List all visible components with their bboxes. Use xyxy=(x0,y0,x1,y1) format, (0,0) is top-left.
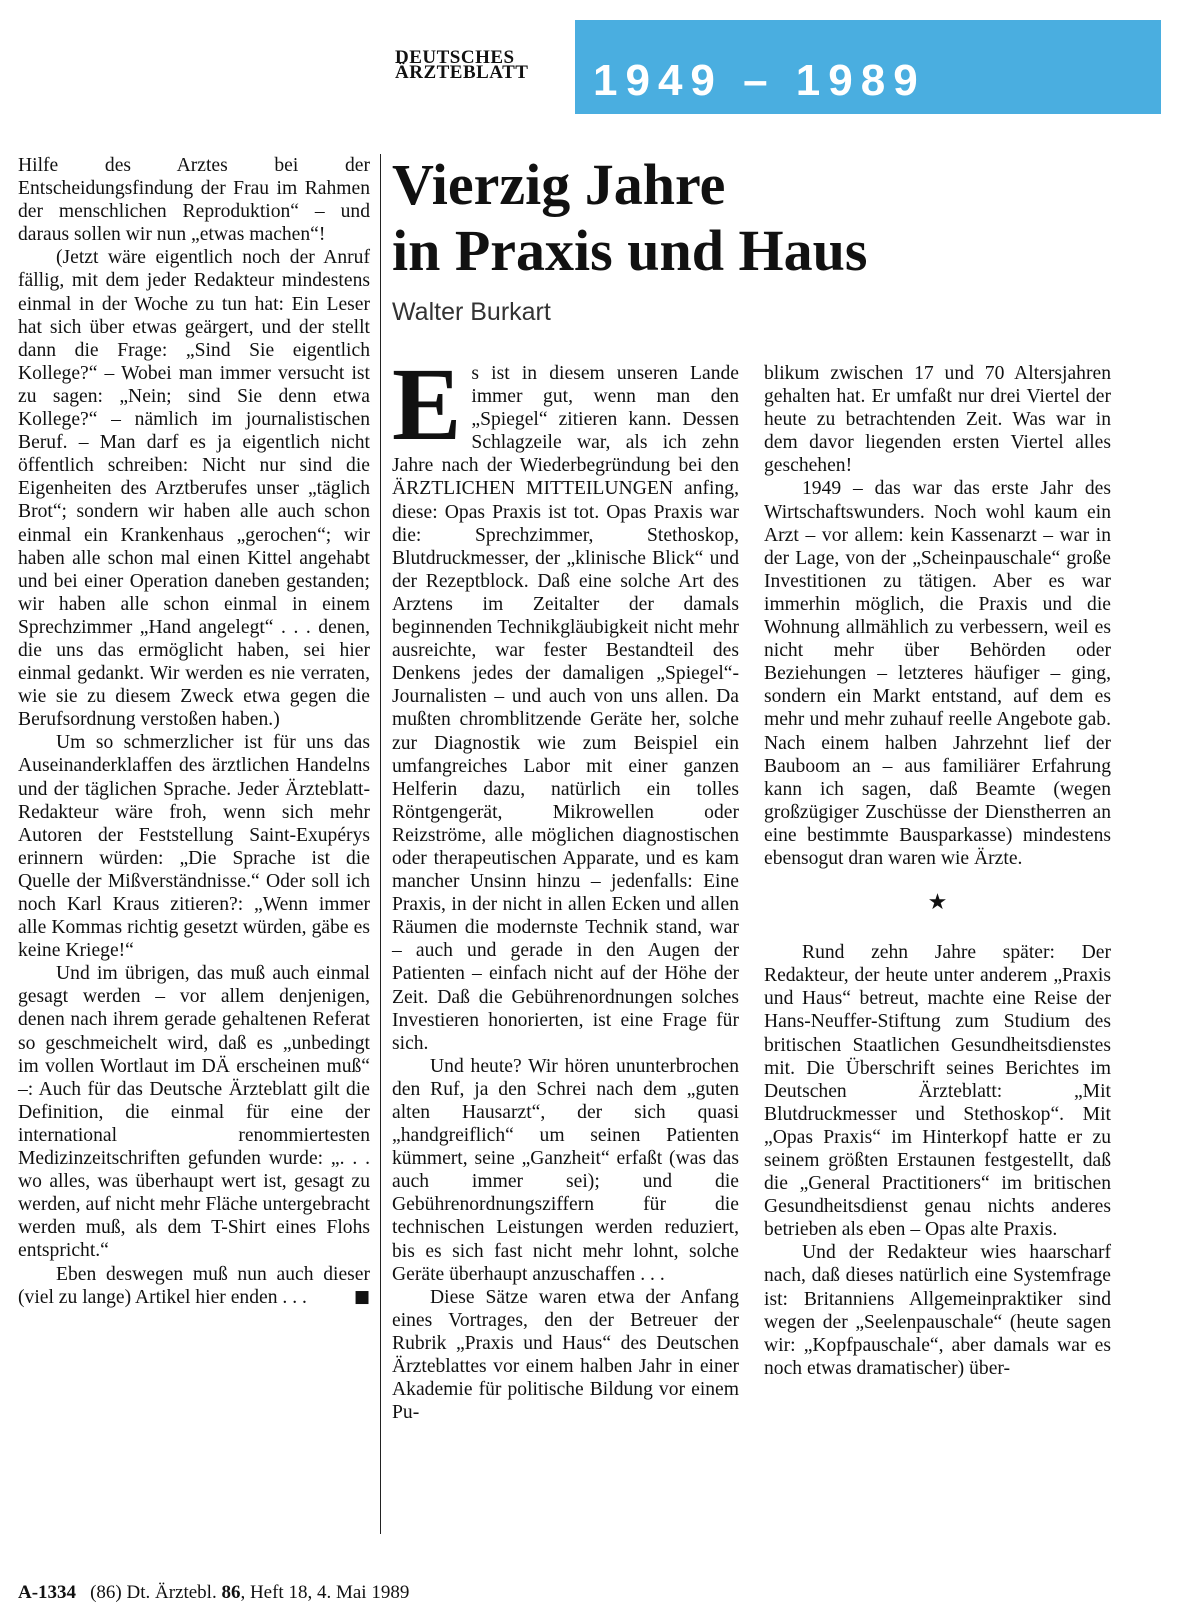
title-line-2: in Praxis und Haus xyxy=(392,218,868,283)
masthead-logo xyxy=(395,47,529,83)
col1-paragraph-1: Hilfe des Arztes bei der Entscheidungsfindung der Frau im Rahmen der menschlichen Reproduktion“ – und daraus sollen wir nun „etwas machen“! xyxy=(18,155,370,246)
footer-number: (86) xyxy=(90,1582,122,1603)
col2-paragraph-1 xyxy=(392,347,739,1055)
col3-paragraph-4: Und der Redakteur wies haarscharf nach, daß dieses natürlich eine Systemfrage ist: Britanniens Allgemeinpraktiker sind wegen der „Seelenpauschale“ (heute sagen wir: „Kopfpauschale“, aber damals war es noch etwas dramatischer) über- xyxy=(764,1242,1111,1379)
author-byline: Walter Burkart xyxy=(392,298,551,326)
footer-page-number: A-1334 xyxy=(18,1582,77,1603)
col1-paragraph-4: Und im übrigen, das muß auch einmal gesagt werden – vor allem denjenigen, denen nach ihrem gerade gehaltenen Referat so geschmeichelt wird, daß es „unbedingt im vollen Wortlaut im DÄ erscheinen muß“ –: Auch für das Deutsche Ärzteblatt gilt die Definition, die einmal für eine der international renommiertesten Medizinzeitschriften gefunden wurde: „. . . wo alles, was überhaupt wert ist, gesagt zu werden, auf nicht mehr Fläche untergebracht werden muß, als dem T-Shirt eines Flohs entspricht.“ xyxy=(18,963,370,1262)
footer-issue: , Heft 18, 4. Mai 1989 xyxy=(240,1582,410,1603)
col2-paragraph-1-text: s ist in diesem unseren Lande immer gut, wenn man den „Spiegel“ zitieren kann. Dessen Schlagzeile war, als ich zehn Jahre nach der Wiederbegründung bei den ÄRZTLICHEN MITTEILUNGEN anfing, diese: Opas Praxis ist tot. Opas Praxis war die: Sprechzimmer, Stethoskop, Blutdruckmesser, der „klinische Blick“ und der Rezeptblock. Daß eine solche Art des Arztens im Zeitalter der damals beginnenden Technikgläubigkeit nicht mehr ausreichte, war fester Bestandteil des Denkens jedes der damaligen „Spiegel“-Journalisten – und auch von uns allen. Da mußten chromblitzende Geräte her, solche zur Diagnostik wie zum Beispiel ein umfangreiches Labor mit einer ganzen Helferin dazu, natürlich ein tolles Röntgengerät, Mikrowellen oder Reizströme, alle möglichen diagnostischen oder therapeutischen Apparate, und es kam mancher Unsinn hinzu – jedenfalls: Eine Praxis, in der nicht in allen Ecken und allen Räumen die modernste Technik stand, war – auch und gerade in den Augen der Patienten – einfach nicht auf der Höhe der Zeit. Daß die Gebührenordnungen solches Investieren honorierten, ist eine Frage für sich. xyxy=(392,363,739,1054)
masthead-line-2: ÄRZTEBLATT xyxy=(395,62,529,83)
end-mark: ■ xyxy=(353,1286,370,1307)
col1-paragraph-5 xyxy=(18,1263,370,1309)
column-1 xyxy=(18,154,370,1309)
page-footer xyxy=(18,1582,409,1604)
column-3 xyxy=(764,362,1111,1380)
column-rule xyxy=(380,154,381,1534)
drop-cap: E xyxy=(392,347,462,462)
masthead-line-1: DEUTSCHES xyxy=(395,47,515,68)
col1-paragraph-5-text: Eben deswegen muß nun auch dieser (viel zu lange) Artikel hier enden . . . xyxy=(18,1263,370,1308)
col3-paragraph-2: 1949 – das war das erste Jahr des Wirtschaftswunders. Noch wohl kaum ein Arzt – vor allem: kein Kassenarzt – war in der Lage, von der „Scheinpauschale“ große Investitionen zu tätigen. Aber es war immerhin möglich, die Praxis und die Wohnung allmählich zu verbessern, weil es nicht mehr über Behörden oder Beziehungen – letzteres häufiger – ging, sondern ein Markt entstand, auf dem es mehr und mehr zuhauf reelle Angebote gab. Nach einem halben Jahrzehnt lief der Bauboom an – aus familiärer Erfahrung kann ich sagen, daß Beamte (wegen großzügiger Zuschüsse der Dienstherren an eine bestimmte Bausparkasse) mindestens ebensogut dran waren wie Ärzte. xyxy=(764,478,1111,869)
footer-volume: 86 xyxy=(221,1582,241,1603)
col3-paragraph-1: blikum zwischen 17 und 70 Altersjahren gehalten hat. Er umfaßt nur drei Viertel der heute zu betrachtenden Zeit. Was war in dem davor liegenden ersten Viertel alles geschehen! xyxy=(764,363,1111,477)
col2-paragraph-3: Diese Sätze waren etwa der Anfang eines Vortrages, den der Betreuer der Rubrik „Praxis und Haus“ des Deutschen Ärzteblattes vor einem halben Jahr in einer Akademie für politische Bildung vor einem Pu- xyxy=(392,1286,739,1424)
footer-journal: Dt. Ärztebl. xyxy=(126,1582,217,1603)
anniversary-banner xyxy=(575,20,1161,114)
section-star: ★ xyxy=(927,889,948,915)
article-title xyxy=(392,152,1132,284)
column-2 xyxy=(392,347,739,1424)
anniversary-years: 1949 – 1989 xyxy=(593,56,926,105)
title-line-1: Vierzig Jahre xyxy=(392,152,726,217)
col1-paragraph-2: (Jetzt wäre eigentlich noch der Anruf fällig, mit dem jeder Redakteur mindestens einmal in der Woche zu tun hat: Ein Leser hat sich über etwas geärgert, und der stellt dann die Frage: „Sind Sie eigentlich Kollege?“ – Wobei man immer versucht ist zu sagen: „Nein; sind Sie denn etwa Kollege?“ – nämlich im journalistischen Beruf. – Man darf es ja eigentlich nicht öffentlich schreiben: Nicht nur sind die Eigenheiten des Arztberufes unser „täglich Brot“; sondern wir haben alle auch schon einmal ein Krankenhaus „gerochen“; wir haben alle schon mal einen Kittel angehabt und bei einer Operation daneben gestanden; wir haben alle schon einmal in einem Sprechzimmer „Hand angelegt“ . . . denen, die uns das ermöglicht haben, sei hier einmal gedankt. Wir werden es nie verraten, wie sie zu diesem Zweck etwa gegen die Berufsordnung verstoßen haben.) xyxy=(18,247,370,731)
col3-paragraph-3: Rund zehn Jahre später: Der Redakteur, der heute unter anderem „Praxis und Haus“ betreut, machte eine Reise der Hans-Neuffer-Stiftung zum Studium des britischen Staatlichen Gesundheitsdienstes mit. Die Überschrift seines Berichtes im Deutschen Ärzteblatt: „Mit Blutdruckmesser und Stethoskop“. Mit „Opas Praxis“ im Hinterkopf hatte er zu seinem größten Erstaunen festgestellt, daß die „General Practitioners“ im britischen Gesundheitsdienst genau nichts anderes betrieben als eben – Opas alte Praxis. xyxy=(764,942,1111,1241)
col2-paragraph-2: Und heute? Wir hören ununterbrochen den Ruf, ja den Schrei nach dem „guten alten Hausarzt“, der sich quasi „handgreiflich“ um seinen Patienten kümmert, seine „Ganzheit“ erfaßt (was das auch immer sei); und die Gebührenordnungsziffern für die technischen Leistungen werden reduziert, bis es sich fast nicht mehr lohnt, solche Geräte überhaupt anzuschaffen . . . xyxy=(392,1055,739,1285)
col1-paragraph-3: Um so schmerzlicher ist für uns das Auseinanderklaffen des ärztlichen Handelns und der täglichen Sprache. Jeder Ärzteblatt-Redakteur wäre froh, wenn sich mehr Autoren der Feststellung Saint-Exupérys erinnern würden: „Die Sprache ist die Quelle der Mißverständnisse.“ Oder soll ich noch Karl Kraus zitieren?: „Wenn immer alle Kommas richtig gesetzt würden, gäbe es keine Kriege!“ xyxy=(18,732,370,962)
